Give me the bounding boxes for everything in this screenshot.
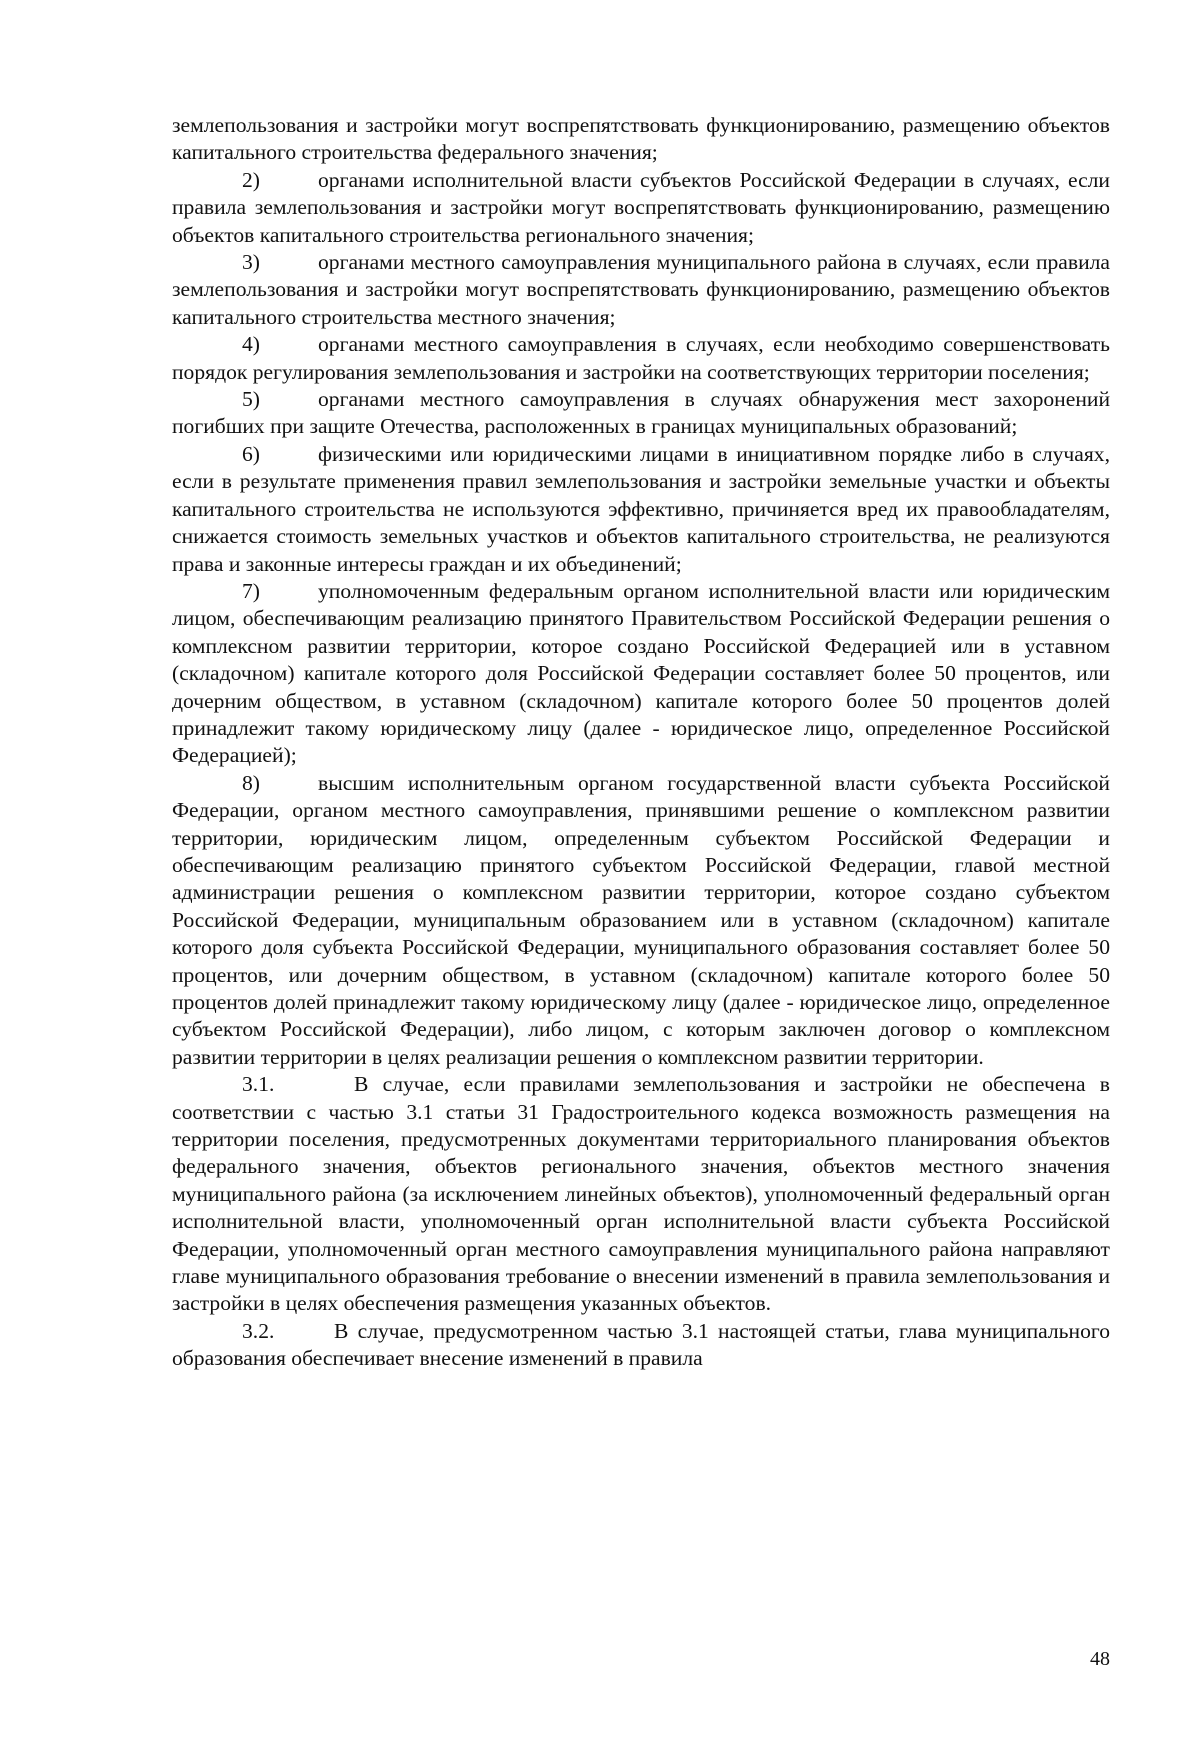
page-number: 48 [1090, 1648, 1110, 1670]
item-number: 3) [242, 250, 260, 275]
item-text: уполномоченным федеральным органом исполнительной власти или юридическим лицом, обеспечивающим реализацию принятого Правительством Российской Федерации решения о комплексном развитии территории, которое создано Российской Федерацией или в уставном (складочном) капитале которого доля Российской Федерации составляет более 50 процентов, или дочерним обществом, в уставном (складочном) капитале которого более 50 процентов долей принадлежит такому юридическому лицу (далее - юридическое лицо, определенное Российской Федерацией); [172, 578, 1110, 768]
section-number: 3.2. [242, 1318, 275, 1343]
section-text: В случае, если правилами землепользования и застройки не обеспечена в соответствии с частью 3.1 статьи 31 Градостроительного кодекса возможность размещения на территории поселения, предусмотренных документами территориального планирования объектов федерального значения, объектов регионального значения, объектов местного значения муниципального района (за исключением линейных объектов), уполномоченный федеральный орган исполнительной власти, уполномоченный орган исполнительной власти субъекта Российской Федерации, уполномоченный орган местного самоуправления муниципального района направляют главе муниципального образования требование о внесении изменений в правила землепользования и застройки в целях обеспечения размещения указанных объектов. [172, 1072, 1110, 1316]
item-text: физическими или юридическими лицами в инициативном порядке либо в случаях, если в результате применения правил землепользования и застройки земельные участки и объекты капитального строительства не используются эффективно, причиняется вред их правообладателям, снижается стоимость земельных участков и объектов капитального строительства, не реализуются права и законные интересы граждан и их объединений; [172, 441, 1110, 576]
section-paragraph [172, 1318, 1110, 1373]
list-item [172, 331, 1110, 386]
item-text: органами исполнительной власти субъектов Российской Федерации в случаях, если правила землепользования и застройки могут воспрепятствовать функционированию, размещению объектов капитального строительства регионального значения; [172, 167, 1110, 247]
list-item [172, 386, 1110, 441]
item-text: органами местного самоуправления в случаях обнаружения мест захоронений погибших при защите Отечества, расположенных в границах муниципальных образований; [172, 387, 1110, 439]
item-number: 2) [242, 167, 260, 192]
list-item [172, 249, 1110, 331]
section-number: 3.1. [242, 1072, 275, 1097]
item-number: 8) [242, 770, 260, 795]
section-text: В случае, предусмотренном частью 3.1 настоящей статьи, глава муниципального образования обеспечивает внесение изменений в правила [172, 1318, 1110, 1371]
list-item [172, 167, 1110, 249]
item-text: органами местного самоуправления муниципального района в случаях, если правила землепользования и застройки могут воспрепятствовать функционированию, размещению объектов капитального строительства местного значения; [172, 250, 1110, 329]
item-text: высшим исполнительным органом государственной власти субъекта Российской Федерации, органом местного самоуправления, принявшими решение о комплексном развитии территории, юридическим лицом, определенным субъектом Российской Федерации и обеспечивающим реализацию принятого субъектом Российской Федерации, главой местной администрации решения о комплексном развитии территории, которое создано субъектом Российской Федерации, муниципальным образованием или в уставном (складочном) капитале которого доля субъекта Российской Федерации, муниципального образования составляет более 50 процентов, или дочерним обществом, в уставном (складочном) капитале которого более 50 процентов долей принадлежит такому юридическому лицу (далее - юридическое лицо, определенное субъектом Российской Федерации), либо лицом, с которым заключен договор о комплексном развитии территории в целях реализации решения о комплексном развитии территории. [172, 770, 1110, 1069]
document-body [172, 112, 1110, 1373]
lead-paragraph: землепользования и застройки могут воспрепятствовать функционированию, размещению объектов капитального строительства федерального значения; [172, 113, 1110, 165]
item-number: 6) [242, 441, 260, 466]
item-text: органами местного самоуправления в случаях, если необходимо совершенствовать порядок регулирования землепользования и застройки на соответствующих территории поселения; [172, 332, 1110, 384]
list-item [172, 441, 1110, 578]
list-item [172, 578, 1110, 770]
item-number: 5) [242, 387, 260, 412]
list-item [172, 770, 1110, 1071]
section-paragraph [172, 1071, 1110, 1318]
item-number: 7) [242, 578, 260, 603]
item-number: 4) [242, 332, 260, 357]
